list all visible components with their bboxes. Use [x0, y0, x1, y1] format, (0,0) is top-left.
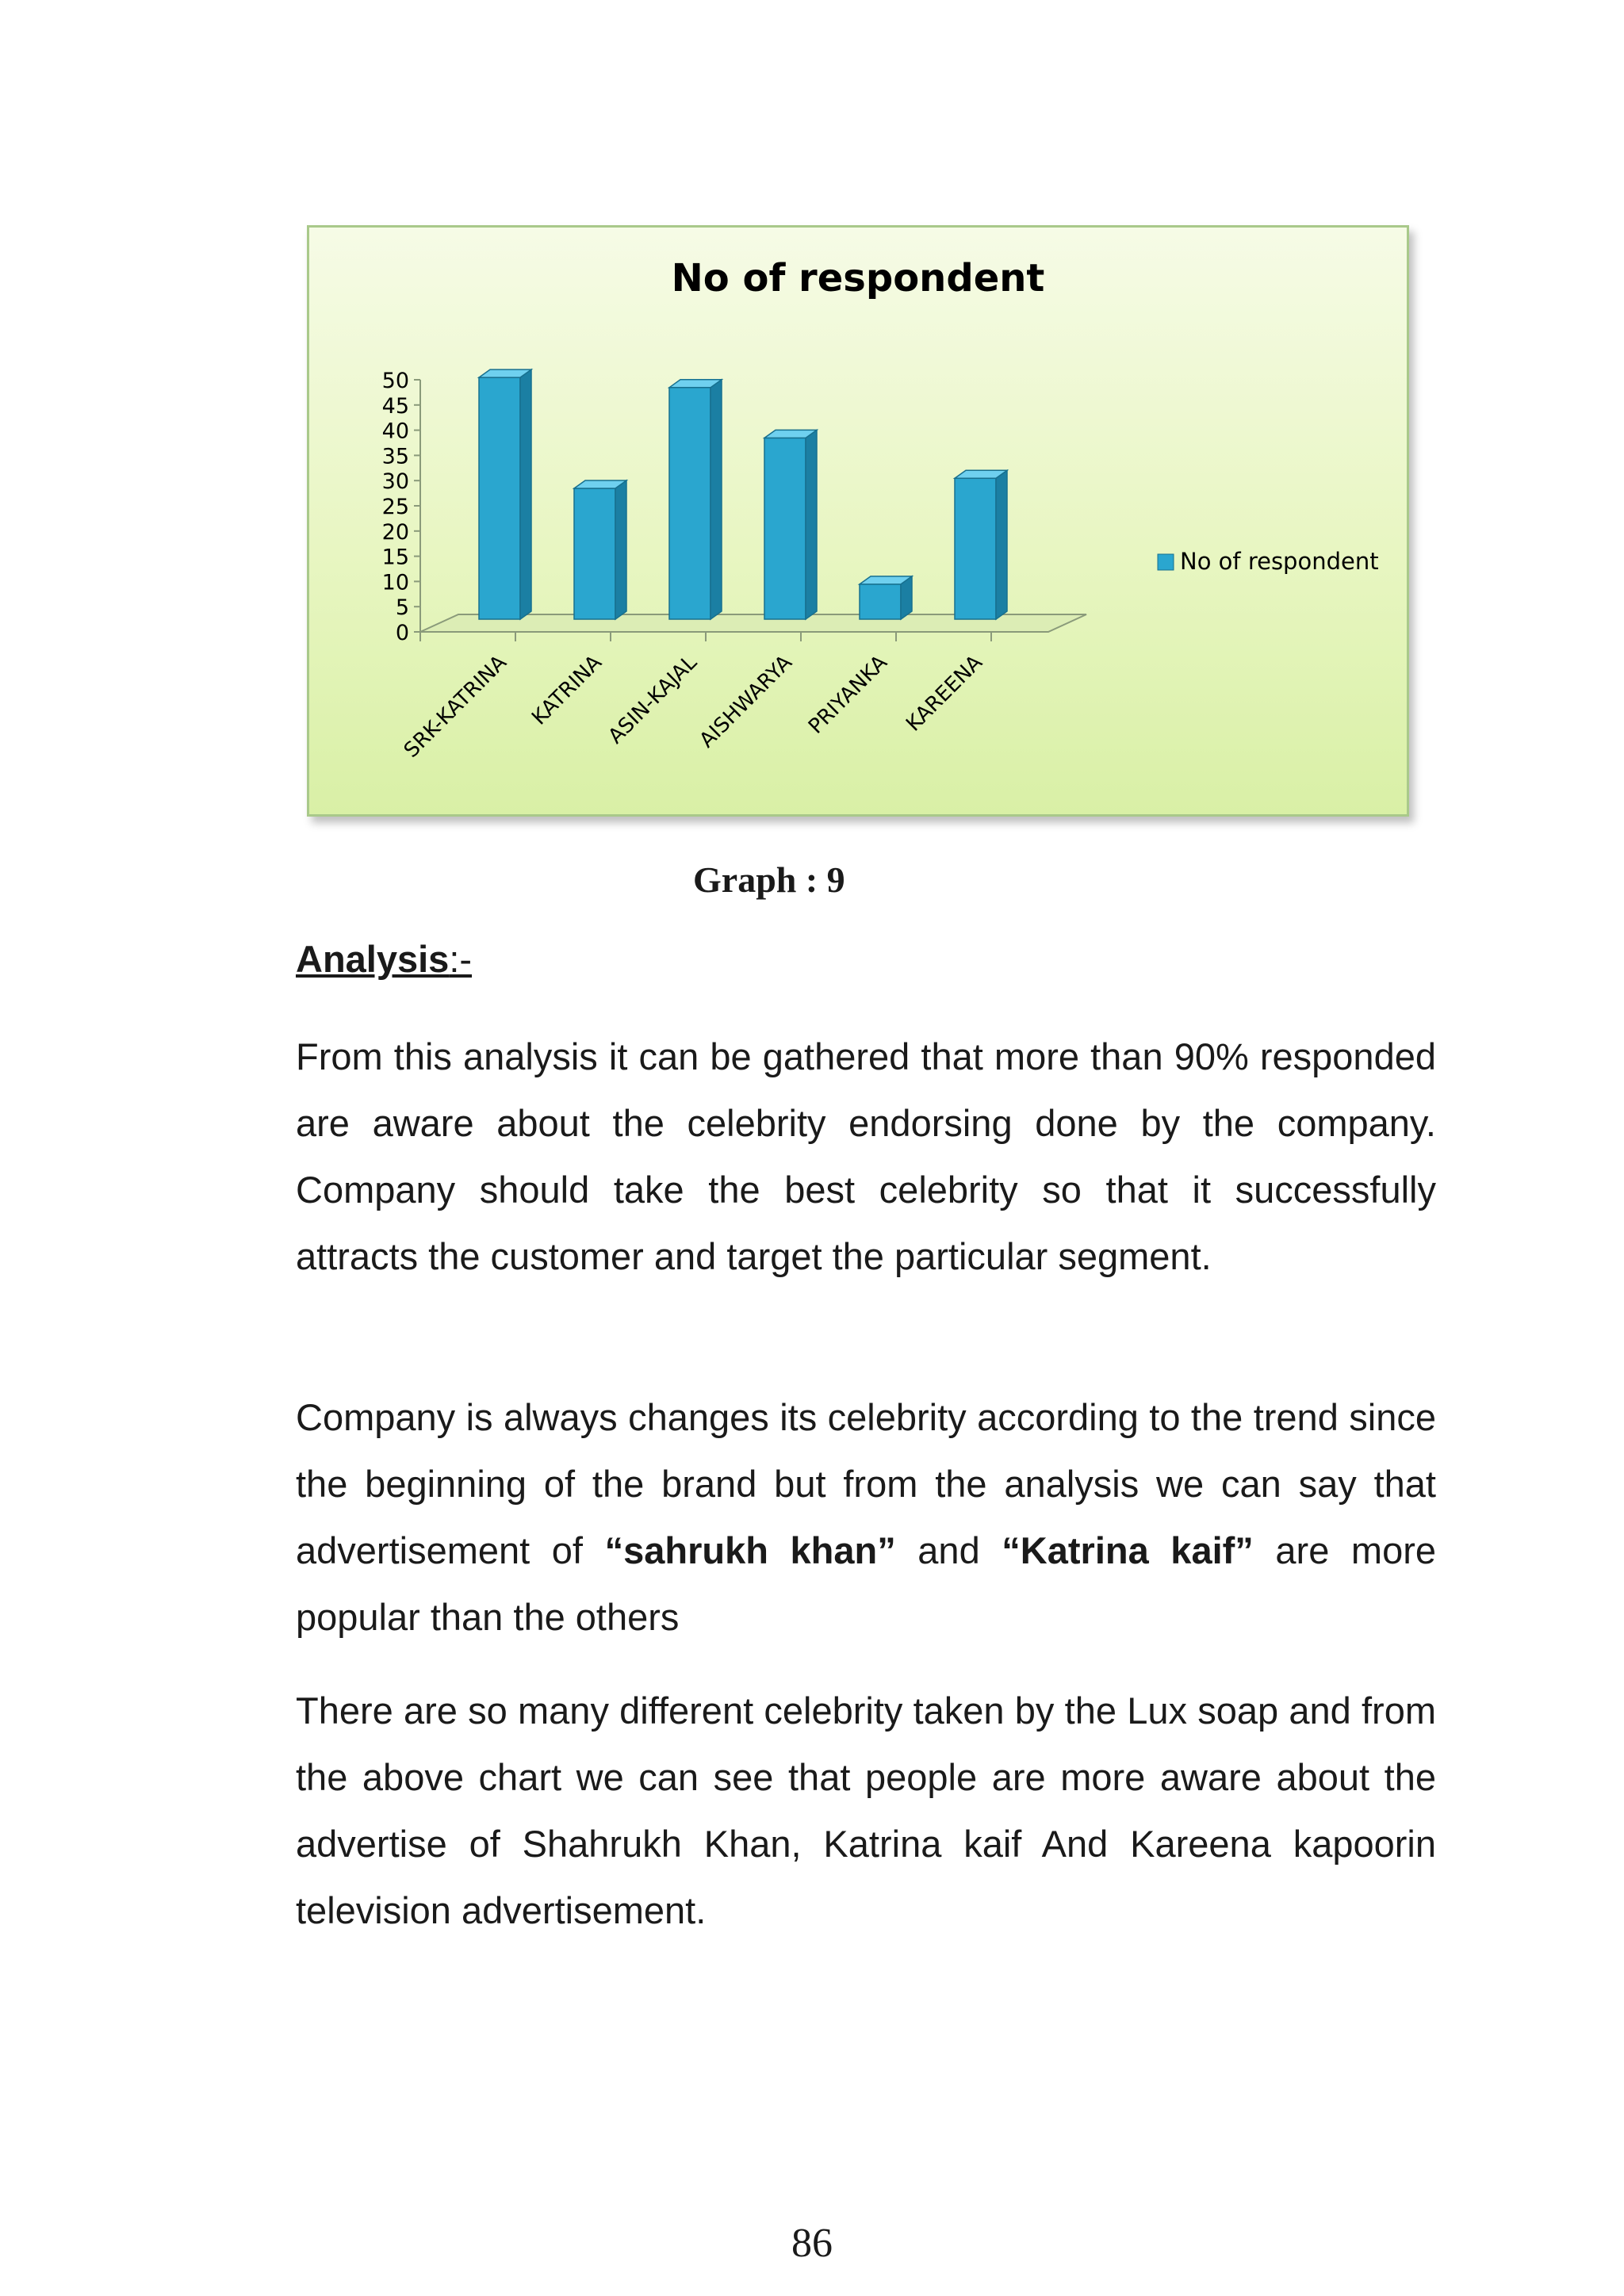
paragraph-2-bold-sahrukh: “sahrukh khan” [604, 1529, 896, 1571]
y-tick-label: 20 [381, 519, 409, 545]
bar-front [479, 377, 520, 619]
bar-priyanka [860, 576, 912, 619]
bar-kareena [955, 470, 1007, 619]
bar-front [669, 388, 710, 619]
y-tick-label: 5 [395, 595, 409, 621]
bar-side [615, 480, 626, 619]
paragraph-2-text-a: Company is always changes its celebrity according to the trend since the beginning of the brand but from the analysis we can say that advertisement of [296, 1396, 1436, 1571]
y-tick-label: 35 [381, 444, 409, 469]
y-tick-label: 50 [381, 369, 409, 393]
y-tick-label: 25 [381, 495, 409, 519]
analysis-paragraph-1: From this analysis it can be gathered that more than 90% responded are aware about the celebrity endorsing done by the company. Company should take the best celebrity so that it successfully attracts the customer and target the particular segment. [296, 1035, 1436, 1277]
x-category-label: ASIN-KAJAL [603, 650, 702, 749]
y-tick-label: 45 [381, 393, 409, 419]
analysis-heading [296, 937, 472, 981]
paragraph-2-bold-katrina: “Katrina kaif” [1002, 1529, 1254, 1571]
legend-swatch [1158, 554, 1174, 570]
y-tick-label: 0 [395, 621, 409, 645]
paragraph-2-text-c: are more popular than the others [296, 1529, 1436, 1638]
bar-front [574, 488, 615, 619]
bar-front [764, 438, 806, 619]
chart-title: No of respondent [671, 256, 1045, 300]
bar-katrina [574, 480, 626, 619]
bar-front [860, 584, 901, 619]
bar-side [806, 430, 817, 619]
paragraph-2-text-b: and [895, 1529, 1002, 1571]
x-category-label: KATRINA [527, 650, 607, 730]
y-tick-label: 10 [381, 570, 409, 595]
x-category-label: KAREENA [902, 650, 987, 737]
bar-side [996, 470, 1007, 619]
bar-srk-katrina [479, 369, 531, 619]
analysis-paragraph-2 [296, 1384, 1436, 1651]
graph-caption-text: Graph : 9 [693, 859, 845, 900]
y-tick-label: 30 [381, 469, 409, 495]
bar-side [710, 380, 722, 619]
x-category-label: PRIYANKA [804, 650, 892, 739]
bar-side [520, 369, 531, 619]
x-category-label: AISHWARYA [695, 650, 797, 753]
bar-front [955, 478, 996, 619]
bar-asin-kajal [669, 380, 722, 619]
bar-aishwarya [764, 430, 817, 619]
analysis-heading-suffix: :- [449, 938, 473, 980]
chart-container [307, 225, 1409, 817]
page-number: 86 [791, 2221, 833, 2266]
bar-chart [309, 228, 1407, 814]
legend-label: No of respondent [1180, 548, 1379, 575]
analysis-heading-text: Analysis [296, 938, 450, 980]
analysis-paragraph-3: There are so many different celebrity taken by the Lux soap and from the above chart we can see that people are more aware about the advertise of Shahrukh Khan, Katrina kaif And Kareena kapoorin television advertisement. [296, 1689, 1436, 1931]
y-tick-label: 15 [381, 545, 409, 570]
y-tick-label: 40 [381, 419, 409, 444]
x-category-label: SRK-KATRINA [399, 650, 511, 763]
